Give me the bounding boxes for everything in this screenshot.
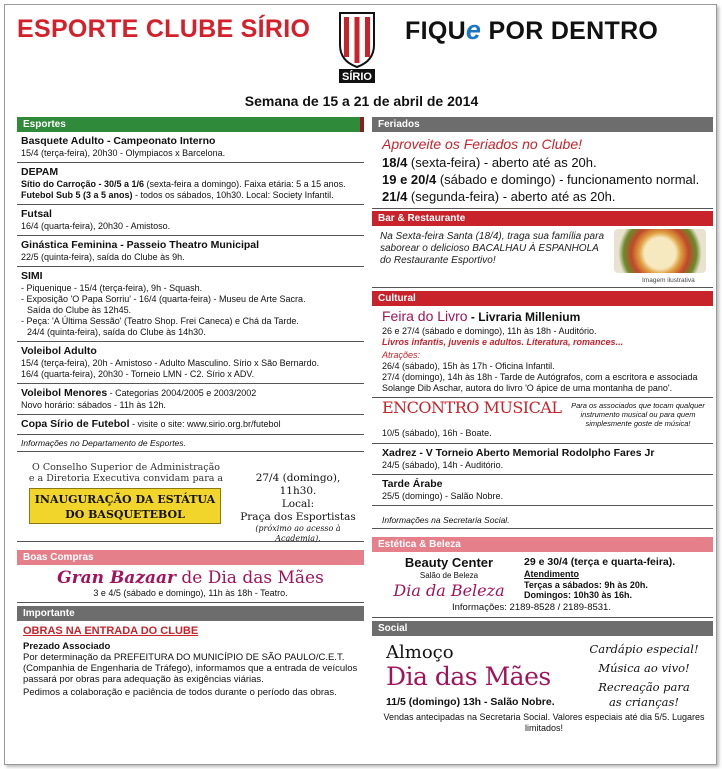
estatua-local-label: Local: xyxy=(281,498,315,510)
feriado-detail: (segunda-feira) - aberto até as 20h. xyxy=(407,189,616,204)
cultural-note: Informações na Secretaria Social. xyxy=(372,512,713,529)
tarde-line: 25/5 (domingo) - Salão Nobre. xyxy=(382,491,504,501)
title-part-b: POR DENTRO xyxy=(481,17,659,45)
feira-block xyxy=(372,306,713,398)
club-title: ESPORTE CLUBE SÍRIO xyxy=(17,15,311,43)
dia-das-maes: Dia das Mães xyxy=(386,662,551,691)
volei-block xyxy=(17,342,364,384)
boascompras-bar: Boas Compras xyxy=(17,550,364,565)
tarde-block xyxy=(372,475,713,506)
obras-end: Pedimos a colaboração e paciência de todos durante o período das obras. xyxy=(23,687,337,698)
estatua-details xyxy=(239,472,357,544)
feriado-detail: (sexta-feira) - aberto até as 20h. xyxy=(407,155,597,170)
encontro-line: 10/5 (sábado), 16h - Boate. xyxy=(382,428,492,438)
cultural-bar: Cultural xyxy=(372,291,713,306)
almoco-extra: Recreação para xyxy=(598,680,690,694)
section-title xyxy=(405,15,658,46)
estetica-atendimento: Atendimento xyxy=(524,569,579,579)
newsletter-page xyxy=(4,4,717,765)
xadrez-block xyxy=(372,444,713,475)
voleimenores-categorias: - Categorias 2004/2005 e 2003/2002 xyxy=(107,388,257,398)
bar-restaurante-block xyxy=(372,226,713,288)
week-heading: Semana de 15 a 21 de abril de 2014 xyxy=(244,93,479,109)
almoco-extra: as crianças! xyxy=(608,695,680,709)
xadrez-line: 24/5 (sábado), 14h - Auditório. xyxy=(382,460,504,470)
bacalhau-text: Na Sexta-feira Santa (18/4), traga sua família para saborear o delicioso BACALHAU À ESPANHOLA do Restaurante Esportivo! xyxy=(380,231,605,266)
feira-atracao: 26/4 (sábado), 15h às 17h - Oficina Infantil. xyxy=(382,361,555,371)
feira-livraria: - Livraria Millenium xyxy=(467,310,581,324)
basquete-line: 15/4 (terça-feira), 20h30 - Olympiacos x Barcelona. xyxy=(21,148,226,158)
ginastica-line: 22/5 (quinta-feira), saída do Clube às 9h. xyxy=(21,252,185,262)
encontro-note: Para os associados que tocam qualquer instrumento musical ou para quem simplesmente goste de música! xyxy=(571,401,705,428)
club-logo xyxy=(336,9,378,87)
esportes-note: Informações no Departamento de Esportes. xyxy=(17,435,364,452)
estetica-details xyxy=(524,555,710,601)
dia-da-beleza: Dia da Beleza xyxy=(393,581,505,600)
futsal-line: 16/4 (quarta-feira), 20h30 - Amistoso. xyxy=(21,221,171,231)
boascompras-block xyxy=(17,565,364,603)
estatua-date: 27/4 (domingo), 11h30. xyxy=(255,472,341,497)
importante-bar: Importante xyxy=(17,606,364,621)
estetica-hours: Terças a sábados: 9h às 20h. xyxy=(524,579,648,590)
estatua-place: Praça dos Esportistas xyxy=(240,511,356,523)
xadrez-title: Xadrez - V Torneio Aberto Memorial Rodolpho Fares Jr xyxy=(382,447,655,459)
estetica-hours: Domingos: 10h30 às 16h. xyxy=(524,590,633,600)
encontro-title: ENCONTRO MUSICAL xyxy=(382,398,562,417)
simi-line: Saída do Clube às 12h45. xyxy=(27,305,132,315)
feira-atracoes: Atrações: xyxy=(382,350,421,360)
voleimenores-line: Novo horário: sábados - 11h às 12h. xyxy=(21,400,166,410)
estatua-line1: O Conselho Superior de Administração xyxy=(32,462,220,473)
feira-genres: Livros infantis, juvenis e adultos. Literatura, romances... xyxy=(382,337,624,347)
title-e: e xyxy=(465,15,482,45)
feira-title: Feira do Livro xyxy=(382,308,468,324)
depam-title: DEPAM xyxy=(21,166,59,178)
estatua-banner: INAUGURAÇÃO DA ESTÁTUA DO BASQUETEBOL xyxy=(29,488,221,524)
almoco-title: Almoço xyxy=(386,642,454,663)
simi-line: - Peça: 'A Última Sessão' (Teatro Shop. Frei Caneca) e Chá da Tarde. xyxy=(21,316,299,326)
estetica-info: Informações: 2189-8528 / 2189-8531. xyxy=(452,602,611,613)
simi-line: - Exposição 'O Papa Sorriu' - 16/4 (quarta-feira) - Museu de Arte Sacra. xyxy=(21,294,306,304)
depam-futebol: Futebol Sub 5 (3 a 5 anos) xyxy=(21,190,133,200)
bazaar-line: 3 e 4/5 (sábado e domingo), 11h às 18h - Teatro. xyxy=(93,588,288,598)
depam-block xyxy=(17,163,364,205)
copa-site[interactable]: - visite o site: www.sirio.org.br/futebol xyxy=(129,419,281,429)
almoco-extras xyxy=(578,642,710,710)
estetica-date: 29 e 30/4 (terça e quarta-feira). xyxy=(524,556,676,568)
volei-line: 16/4 (quarta-feira), 20h30 - Torneio LMN - C2. Sírio x ADV. xyxy=(21,369,255,379)
feriado-date: 21/4 xyxy=(382,189,408,204)
svg-text:SÍRIO: SÍRIO xyxy=(342,71,372,83)
estetica-bar: Estética & Beleza xyxy=(372,537,713,552)
tarde-title: Tarde Árabe xyxy=(382,478,443,490)
title-part-a: FIQU xyxy=(405,17,466,45)
estetica-block xyxy=(372,552,713,618)
ginastica-title: Ginástica Feminina - Passeio Theatro Municipal xyxy=(21,239,260,251)
feriados-title: Aproveite os Feriados no Clube! xyxy=(382,136,582,152)
feira-line: 26 e 27/4 (sábado e domingo), 11h às 18h - Auditório. xyxy=(382,326,597,336)
bazaar-title: Gran Bazaar xyxy=(57,568,176,588)
futsal-block xyxy=(17,205,364,236)
basquete-title: Basquete Adulto - Campeonato Interno xyxy=(21,135,216,147)
obras-salute: Prezado Associado xyxy=(23,641,111,652)
esportes-bar: Esportes xyxy=(17,117,364,132)
social-block xyxy=(372,636,713,744)
voleimenores-block xyxy=(17,384,364,415)
voleimenores-title: Voleibol Menores xyxy=(21,387,108,399)
copa-block xyxy=(17,415,364,435)
basquete-block xyxy=(17,132,364,163)
feriado-detail: (sábado e domingo) - funcionamento normal. xyxy=(436,172,700,187)
simi-line: - Piquenique - 15/4 (terça-feira), 9h - Squash. xyxy=(21,283,203,293)
feriado-date: 19 e 20/4 xyxy=(382,172,437,187)
beauty-center-sub: Salão de Beleza xyxy=(419,571,479,580)
simi-block xyxy=(17,267,364,342)
almoco-footnote: Vendas antecipadas na Secretaria Social. Valores especiais até dia 5/5. Lugares limitados! xyxy=(383,712,705,733)
image-caption: Imagem ilustrativa xyxy=(642,277,695,284)
obras-title: OBRAS NA ENTRADA DO CLUBE xyxy=(23,625,199,637)
volei-title: Voleibol Adulto xyxy=(21,345,97,357)
feriados-block xyxy=(372,132,713,209)
simi-line: 24/4 (quinta-feira), saída do Clube às 14h30. xyxy=(27,327,206,337)
almoco-date: 11/5 (domingo) 13h - Salão Nobre. xyxy=(386,696,555,708)
social-bar: Social xyxy=(372,621,713,636)
futsal-title: Futsal xyxy=(21,208,52,220)
copa-title: Copa Sírio de Futebol xyxy=(21,418,130,430)
estatua-near: (próximo ao acesso à Academia). xyxy=(255,524,341,543)
bacalhau-image xyxy=(614,229,706,273)
almoco-extra: Música ao vivo! xyxy=(598,661,690,675)
feriado-date: 18/4 xyxy=(382,155,408,170)
feira-atracao: 27/4 (domingo), 14h às 18h - Tarde de Autógrafos, com a escritora e associada Solange Dib Aschar, autora do livro 'O ápice de uma montanha de pano'. xyxy=(382,372,698,393)
ginastica-block xyxy=(17,236,364,267)
simi-title: SIMI xyxy=(21,270,43,282)
almoco-extra: Cardápio especial! xyxy=(589,642,699,656)
beauty-center-name: Beauty Center xyxy=(404,555,494,570)
depam-sitio: Sítio do Carroção - 30/5 a 1/6 xyxy=(21,179,145,189)
feriados-bar: Feriados xyxy=(372,117,713,132)
left-column xyxy=(17,117,364,701)
importante-block xyxy=(17,621,364,701)
estatua-line2: e a Diretoria Executiva convidam para a xyxy=(28,473,224,484)
encontro-block xyxy=(372,398,713,444)
volei-line: 15/4 (terça-feira), 20h - Amistoso - Adulto Masculino. Sírio x São Bernardo. xyxy=(21,358,320,368)
estatua-block xyxy=(17,462,364,542)
estatua-invite xyxy=(21,462,231,484)
depam-sitio-detail: (sexta-feira a domingo). Faixa etária: 5 a 15 anos. xyxy=(144,179,346,189)
bazaar-subtitle: de Dia das Mães xyxy=(175,568,324,588)
right-column xyxy=(372,117,713,744)
bar-restaurante-bar: Bar & Restaurante xyxy=(372,211,713,226)
depam-futebol-detail: - todos os sábados, 10h30. Local: Society Infantil. xyxy=(132,190,334,200)
obras-paragraph: Por determinação da PREFEITURA DO MUNICÍPIO DE SÃO PAULO/C.E.T. (Companhia de Engenharia de Tráfego), informamos que a entrada de veículos passará por obras para adequação às exigências viárias. xyxy=(23,652,358,685)
beauty-center-logo xyxy=(384,555,514,601)
